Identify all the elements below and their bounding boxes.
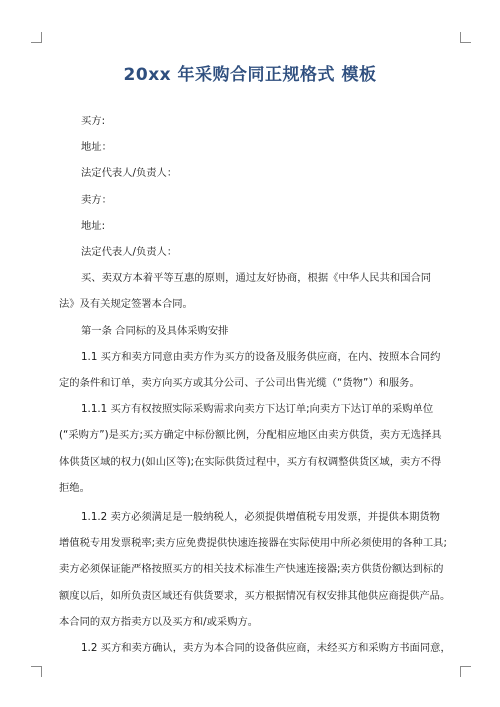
clause-line: 1.1.1 买方有权按照实际采购需求向卖方下达订单;向卖方下达订单的采购单位 xyxy=(81,403,434,416)
preamble-line: 法》及有关规定签署本合同。 xyxy=(59,298,193,311)
clause-line: 额度以后，如所负责区域还有供货要求，买方根据情况有权安排其他供应商提供产品。 xyxy=(59,589,451,602)
clause-line: 增值税专用发票税率;卖方应免费提供快速连接器在实际使用中所必须使用的各种工具; xyxy=(59,537,447,550)
document-body xyxy=(59,108,451,661)
buyer-representative-label: 法定代表人/负责人： xyxy=(81,167,178,180)
crop-mark-bottom-right xyxy=(460,666,471,677)
clause-line: 本合同的双方指卖方以及买方和/或采购方。 xyxy=(59,615,259,628)
seller-label: 卖方： xyxy=(81,193,112,206)
crop-mark-top-right xyxy=(460,32,471,43)
clause-line: 1.2 买方和卖方确认，卖方为本合同的设备供应商，未经买方和采购方书面同意， xyxy=(81,642,451,655)
clause-line: 卖方必须保证能严格按照买方的相关技术标准生产快速连接器;卖方供货份额达到标的 xyxy=(59,563,444,576)
clause-line: 体供货区域的权力(如山区等);在实际供货过程中，买方有权调整供货区域，卖方不得 xyxy=(59,455,442,468)
preamble-line: 买、卖双方本着平等互惠的原则，通过友好协商，根据《中华人民共和国合同 xyxy=(81,272,432,285)
seller-address-label: 地址: xyxy=(81,219,106,232)
buyer-address-label: 地址： xyxy=(81,141,112,154)
seller-representative-label: 法定代表人/负责人： xyxy=(81,246,178,259)
clause-line: 1.1.2 卖方必须满足是一般纳税人，必须提供增值税专用发票，并提供本期货物 xyxy=(81,511,440,524)
buyer-label: 买方: xyxy=(81,115,106,127)
crop-mark-top-left xyxy=(31,32,42,43)
clause-line: (“采购方”)是买方;买方确定中标份额比例，分配相应地区由卖方供货，卖方无选择具 xyxy=(59,429,442,442)
clause-line: 1.1 买方和卖方同意由卖方作为买方的设备及服务供应商，在内、按照本合同约 xyxy=(81,350,441,363)
article-heading: 第一条 合同标的及具体采购安排 xyxy=(81,324,229,337)
document-title: 20xx 年采购合同正规格式 模板 xyxy=(123,65,377,85)
crop-mark-bottom-left xyxy=(31,666,42,677)
clause-line: 定的条件和订单，卖方向买方或其分公司、子公司出售光缆（“货物”）和服务。 xyxy=(59,377,420,390)
clause-line: 拒绝。 xyxy=(59,481,90,494)
